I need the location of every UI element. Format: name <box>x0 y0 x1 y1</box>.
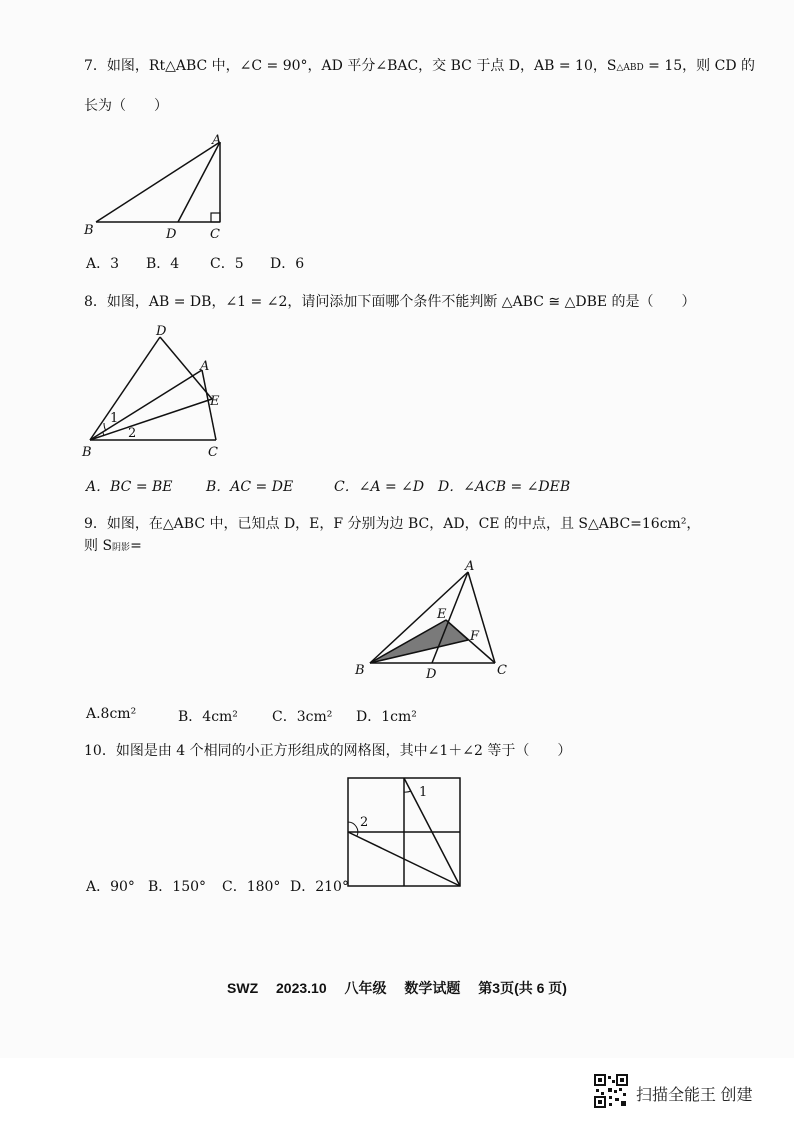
q8-option-b[interactable]: B．AC = DE <box>206 479 294 495</box>
q9-stem-line2: 则 S阴影= <box>84 538 142 554</box>
footer-code: SWZ <box>227 980 259 996</box>
q7-figure <box>80 130 240 245</box>
q10-option-a[interactable]: A．90° <box>86 879 135 895</box>
q10-option-b[interactable]: B．150° <box>148 879 207 895</box>
q7-stem-line1: 7．如图，Rt△ABC 中，∠C = 90°，AD 平分∠BAC，交 BC 于点 D，AB = 10，S△ABD = 15，则 CD 的 <box>84 58 756 74</box>
q10-label-angle2: 2 <box>360 815 369 830</box>
q8-label-angle1: 1 <box>110 411 119 426</box>
q7-label-c: C <box>210 227 220 242</box>
scanner-stamp-text: 扫描全能王 创建 <box>636 1087 753 1104</box>
qr-code-icon <box>594 1074 628 1108</box>
q7-stem-line2: 长为（ ） <box>84 98 168 114</box>
footer-page: 第3页(共 6 页) <box>478 980 567 996</box>
q9-stem-line1: 9．如图，在△ABC 中，已知点 D，E，F 分别为边 BC，AD，CE 的中点，且 S△ABC=16cm²， <box>84 516 701 532</box>
q7-option-a[interactable]: A．3 <box>86 256 120 272</box>
q7-label-a: A <box>212 133 222 148</box>
q9-label-e: E <box>437 607 447 622</box>
q9-option-d[interactable]: D．1cm² <box>356 709 417 725</box>
q8-label-d: D <box>156 324 167 339</box>
q7-label-b: B <box>84 223 94 238</box>
q8-label-b: B <box>82 445 92 460</box>
q10-stem: 10．如图是由 4 个相同的小正方形组成的网格图，其中∠1＋∠2 等于（ ） <box>84 743 572 759</box>
q7-option-d[interactable]: D．6 <box>270 256 305 272</box>
q7-option-c[interactable]: C．5 <box>210 256 244 272</box>
q7-label-d: D <box>166 227 177 242</box>
footer-grade: 八年级 <box>344 980 387 996</box>
footer-subject: 数学试题 <box>404 980 461 996</box>
q8-label-e: E <box>210 394 220 409</box>
q8-option-d[interactable]: D．∠ACB = ∠DEB <box>438 479 571 495</box>
q8-stem: 8．如图，AB = DB，∠1 = ∠2，请问添加下面哪个条件不能判断 △ABC ≅ △DBE 的是（ ） <box>84 294 696 310</box>
page-footer <box>0 978 794 998</box>
q9-label-b: B <box>355 663 365 678</box>
q9-option-c[interactable]: C．3cm² <box>272 709 333 725</box>
q9-label-d: D <box>426 667 437 682</box>
q9-label-f: F <box>470 629 480 644</box>
q8-label-a: A <box>200 359 210 374</box>
q8-option-c[interactable]: C．∠A = ∠D <box>334 479 425 495</box>
q8-option-a[interactable]: A．BC = BE <box>86 479 173 495</box>
q10-option-d[interactable]: D．210° <box>290 879 349 895</box>
q8-figure <box>80 325 230 460</box>
q9-option-a[interactable]: A.8cm² <box>86 706 137 722</box>
q10-figure <box>344 774 466 890</box>
q9-label-a: A <box>465 559 475 574</box>
footer-date: 2023.10 <box>276 980 327 996</box>
q8-label-c: C <box>208 445 218 460</box>
q9-label-c: C <box>497 663 507 678</box>
q9-option-b[interactable]: B．4cm² <box>178 709 238 725</box>
q10-option-c[interactable]: C．180° <box>222 879 281 895</box>
q8-label-angle2: 2 <box>128 426 137 441</box>
q9-figure <box>350 560 520 685</box>
q10-label-angle1: 1 <box>419 785 428 800</box>
q7-option-b[interactable]: B．4 <box>146 256 180 272</box>
